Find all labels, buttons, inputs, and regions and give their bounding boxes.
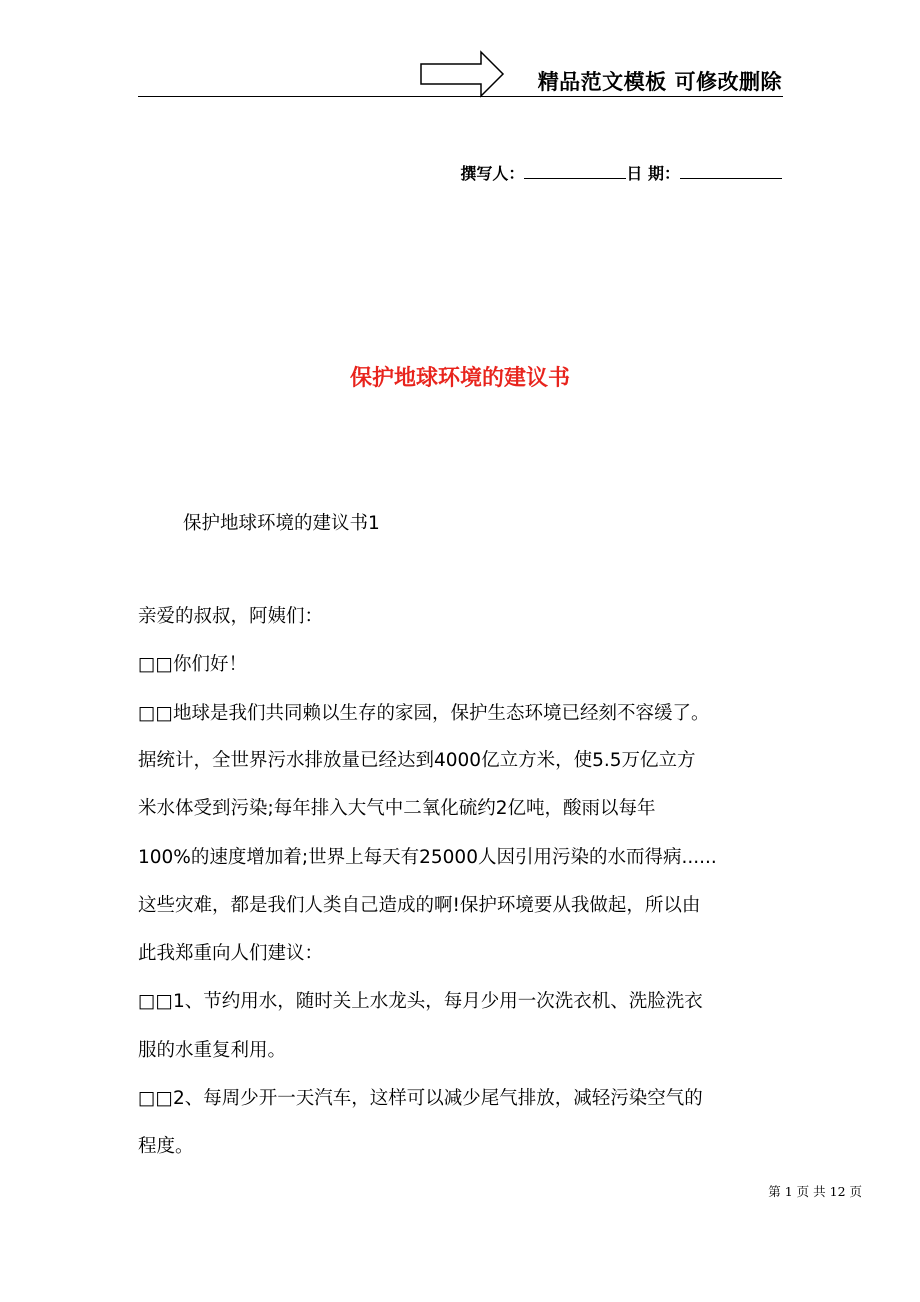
body-line: □□地球是我们共同赖以生存的家园，保护生态环境已经刻不容缓了。 [138,703,710,724]
body-line: 程度。 [138,1136,194,1157]
body-line: 100%的速度增加着;世界上每天有25000人因引用污染的水而得病...... [138,847,717,868]
arrow-icon [419,50,505,98]
body-line: 据统计，全世界污水排放量已经达到4000亿立方米，使5.5万亿立方 [138,750,696,771]
date-label: 日 期： [626,164,680,183]
body-line: 服的水重复利用。 [138,1040,287,1061]
date-blank [680,164,782,179]
body-line: 此我郑重向人们建议： [138,943,324,964]
body-line: □□1、节约用水，随时关上水龙头，每月少用一次洗衣机、洗脸洗衣 [138,991,703,1012]
body-line: 米水体受到污染;每年排入大气中二氧化硫约2亿吨，酸雨以每年 [138,798,656,819]
author-date-line [460,161,782,184]
header-title: 精品范文模板 可修改删除 [537,70,782,94]
page-number: 第 1 页 共 12 页 [768,1184,862,1199]
body-line: 亲爱的叔叔，阿姨们： [138,606,324,627]
document-subtitle: 保护地球环境的建议书1 [183,513,380,534]
header-rule [138,96,783,97]
document-title: 保护地球环境的建议书 [349,366,570,391]
author-label: 撰写人： [460,164,525,183]
body-line: 这些灾难，都是我们人类自己造成的啊!保护环境要从我做起，所以由 [138,895,701,916]
author-blank [524,164,626,179]
body-line: □□你们好！ [138,654,247,675]
body-line: □□2、每周少开一天汽车，这样可以减少尾气排放，减轻污染空气的 [138,1088,703,1109]
